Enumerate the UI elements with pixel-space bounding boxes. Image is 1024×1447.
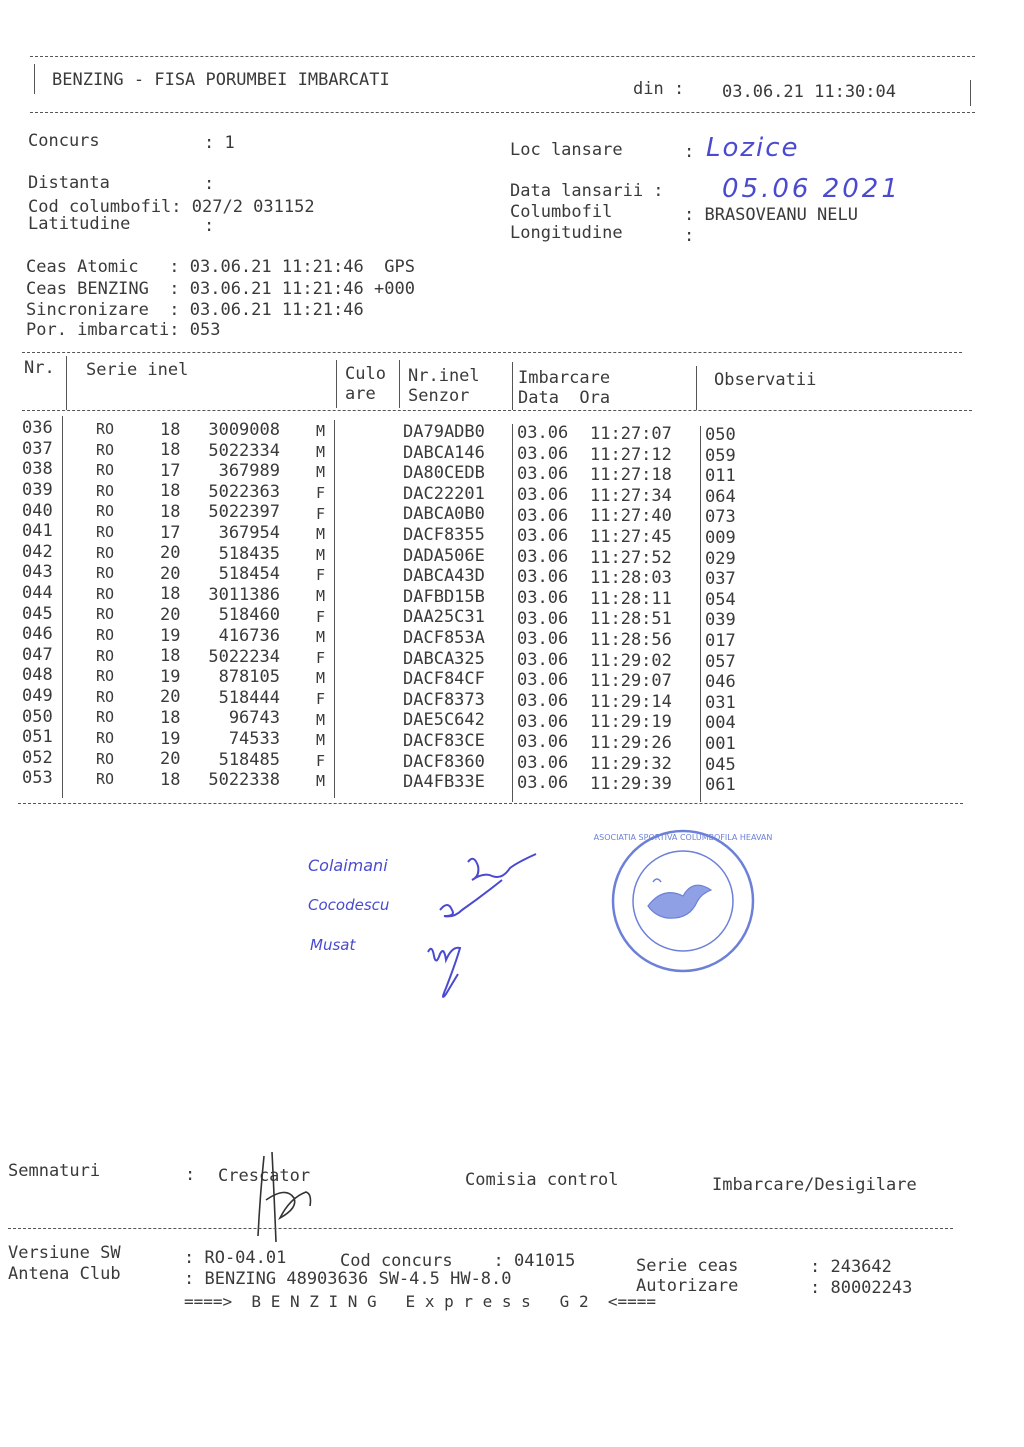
cell-nr: 040	[22, 500, 53, 521]
cell-an: 18	[160, 769, 181, 790]
cell-observatii: 073	[705, 507, 736, 528]
cell-serie: 5022338	[208, 770, 280, 791]
cell-serie: 518454	[218, 564, 280, 585]
cell-senzor: DABCA146	[403, 442, 485, 463]
th-serie-inel: Serie inel	[86, 360, 189, 380]
cell-tara: RO	[96, 502, 115, 521]
loc-value-handwritten: Lozice	[706, 133, 800, 163]
cell-nr: 044	[22, 583, 53, 604]
cell-nr: 052	[22, 747, 53, 768]
cell-sex: M	[316, 731, 326, 750]
cell-tara: RO	[96, 687, 115, 706]
cell-observatii: 045	[705, 754, 736, 775]
cell-serie: 518485	[218, 749, 280, 770]
cell-senzor: DACF853A	[403, 628, 485, 649]
comisia-control-label: Comisia control	[465, 1170, 619, 1190]
cell-nr: 043	[22, 562, 53, 583]
cell-data: 03.06	[517, 443, 569, 464]
cell-serie: 367954	[218, 522, 280, 543]
serie-ceas-label: Serie ceas	[636, 1256, 739, 1276]
concurs-label: Concurs	[28, 131, 100, 151]
cell-serie: 5022363	[208, 481, 280, 502]
cell-data: 03.06	[517, 773, 569, 794]
th-culoare-1: Culo	[345, 364, 386, 384]
cell-sex: F	[316, 504, 326, 523]
latitudine-label: Latitudine	[28, 214, 131, 234]
cell-nr: 041	[22, 521, 53, 542]
columbofil-value: : BRASOVEANU NELU	[684, 205, 858, 225]
cell-senzor: DADA506E	[403, 545, 485, 566]
col-divider-nr	[66, 356, 67, 410]
cell-an: 18	[160, 646, 181, 667]
serie-ceas-value: : 243642	[810, 1257, 892, 1277]
versiune-sw-value: : RO-04.01	[184, 1248, 287, 1268]
cell-senzor: DABCA43D	[403, 566, 485, 587]
cell-ora: 11:27:40	[590, 506, 672, 527]
cell-senzor: DAC22201	[403, 483, 485, 504]
cell-ora: 11:27:12	[590, 444, 672, 465]
data-lansarii-label: Data lansarii :	[510, 181, 664, 201]
cell-ora: 11:28:11	[590, 588, 672, 609]
cell-an: 17	[160, 522, 181, 543]
din-value: 03.06.21 11:30:04	[722, 82, 896, 102]
cell-observatii: 050	[705, 425, 736, 446]
cell-an: 20	[160, 543, 181, 564]
cell-data: 03.06	[517, 484, 569, 505]
cell-observatii: 009	[705, 528, 736, 549]
cell-tara: RO	[96, 461, 115, 480]
cell-ora: 11:27:45	[590, 526, 672, 547]
cell-sex: F	[316, 566, 326, 585]
cell-sex: M	[316, 463, 326, 482]
concurs-value: : 1	[204, 133, 235, 153]
signature-name-2: Cocodescu	[308, 896, 390, 914]
cell-ora: 11:27:18	[590, 465, 672, 486]
cell-ora: 11:28:51	[590, 609, 672, 630]
cell-tara: RO	[96, 646, 115, 665]
cell-nr: 046	[22, 624, 53, 645]
signature-name-3: Musat	[310, 936, 356, 954]
cell-sex: M	[316, 442, 326, 461]
cell-serie: 5022397	[208, 502, 280, 523]
cell-observatii: 029	[705, 548, 736, 569]
cell-tara: RO	[96, 481, 115, 500]
cell-serie: 3011386	[208, 584, 280, 605]
cell-serie: 3009008	[208, 419, 280, 440]
cell-tara: RO	[96, 543, 115, 562]
cell-observatii: 059	[705, 445, 736, 466]
cell-observatii: 037	[705, 569, 736, 590]
cell-senzor: DACF83CE	[403, 731, 485, 752]
cell-data: 03.06	[517, 608, 569, 629]
table-header-rule	[22, 410, 972, 411]
cell-data: 03.06	[517, 587, 569, 608]
cell-an: 19	[160, 728, 181, 749]
cell-tara: RO	[96, 440, 115, 459]
crescator-signature	[250, 1148, 330, 1248]
cell-an: 18	[160, 481, 181, 502]
longitudine-label: Longitudine	[510, 223, 623, 243]
document-title: BENZING - FISA PORUMBEI IMBARCATI	[52, 70, 390, 90]
cell-data: 03.06	[517, 711, 569, 732]
cell-serie: 367989	[218, 461, 280, 482]
cell-ora: 11:28:03	[590, 568, 672, 589]
cell-observatii: 017	[705, 631, 736, 652]
cell-nr: 047	[22, 644, 53, 665]
cell-observatii: 031	[705, 692, 736, 713]
cell-data: 03.06	[517, 629, 569, 650]
cell-nr: 038	[22, 459, 53, 480]
cell-nr: 051	[22, 727, 53, 748]
cell-an: 18	[160, 584, 181, 605]
cell-observatii: 039	[705, 610, 736, 631]
cell-senzor: DABCA0B0	[403, 504, 485, 525]
footer-rule	[8, 1228, 953, 1229]
cell-an: 18	[160, 419, 181, 440]
sincronizare: Sincronizare : 03.06.21 11:21:46	[26, 300, 364, 320]
cell-tara: RO	[96, 522, 115, 541]
cell-an: 18	[160, 440, 181, 461]
cell-data: 03.06	[517, 423, 569, 444]
th-nr-inel: Nr.inel	[408, 366, 480, 386]
cell-nr: 045	[22, 603, 53, 624]
cell-data: 03.06	[517, 546, 569, 567]
cell-tara: RO	[96, 749, 115, 768]
distanta-label: Distanta	[28, 173, 110, 193]
cell-ora: 11:27:07	[590, 423, 672, 444]
body-divider-culoare	[334, 420, 335, 798]
cod-concurs: Cod concurs : 041015	[340, 1251, 576, 1271]
cell-senzor: DABCA325	[403, 648, 485, 669]
cell-sex: M	[316, 586, 326, 605]
cell-serie: 518435	[218, 543, 280, 564]
th-senzor: Senzor	[408, 386, 470, 406]
col-divider-imbarcare	[512, 362, 513, 410]
col-divider-culoare	[336, 360, 337, 408]
cell-data: 03.06	[517, 505, 569, 526]
cell-sex: M	[316, 710, 326, 729]
cell-senzor: DA79ADB0	[403, 422, 485, 443]
loc-colon: :	[684, 142, 695, 162]
cell-data: 03.06	[517, 752, 569, 773]
cell-an: 20	[160, 749, 181, 770]
semnaturi-label: Semnaturi	[8, 1161, 101, 1181]
handwritten-signatures	[420, 840, 580, 1000]
autorizare-label: Autorizare	[636, 1276, 739, 1296]
cell-tara: RO	[96, 770, 115, 789]
cell-an: 19	[160, 666, 181, 687]
autorizare-value: : 80002243	[810, 1278, 913, 1298]
cell-ora: 11:29:02	[590, 650, 672, 671]
cell-senzor: DAFBD15B	[403, 586, 485, 607]
cell-nr: 042	[22, 541, 53, 562]
cell-sex: F	[316, 751, 326, 770]
cell-tara: RO	[96, 584, 115, 603]
cell-sex: F	[316, 607, 326, 626]
cell-sex: M	[316, 525, 326, 544]
cell-serie: 96743	[228, 708, 280, 729]
cell-senzor: DACF8355	[403, 525, 485, 546]
cell-serie: 5022234	[208, 646, 280, 667]
body-divider-imbarcare	[512, 424, 513, 802]
antena-club-label: Antena Club	[8, 1264, 121, 1284]
cell-sex: M	[316, 669, 326, 688]
cell-nr: 048	[22, 665, 53, 686]
columbofil-label: Columbofil	[510, 202, 613, 222]
cell-an: 18	[160, 708, 181, 728]
cell-an: 20	[160, 605, 181, 625]
cell-tara: RO	[96, 667, 115, 686]
cell-ora: 11:29:39	[590, 774, 672, 795]
benzing-express-banner: ====> B E N Z I N G E x p r e s s G 2 <====	[184, 1292, 657, 1311]
th-nr: Nr.	[24, 358, 55, 378]
cell-sex: F	[316, 648, 326, 667]
cell-ora: 11:27:34	[590, 485, 672, 506]
table-bottom-rule	[18, 803, 963, 804]
cell-serie: 5022334	[208, 440, 280, 461]
cell-data: 03.06	[517, 732, 569, 753]
cell-an: 20	[160, 687, 181, 708]
cell-senzor: DACF8360	[403, 751, 485, 772]
cell-tara: RO	[96, 605, 115, 624]
body-divider-nr	[62, 416, 63, 798]
cell-an: 20	[160, 563, 181, 584]
cell-observatii: 061	[705, 775, 736, 796]
stamp-text: ASOCIATIA SPORTIVA COLUMBOFILA HEAVAN	[593, 833, 773, 842]
cell-data: 03.06	[517, 526, 569, 547]
cell-sex: M	[316, 772, 326, 791]
header-bottom-rule	[30, 112, 975, 113]
cell-sex: F	[316, 689, 326, 708]
cod-columbofil: Cod columbofil: 027/2 031152	[28, 197, 315, 217]
col-divider-senzor	[399, 360, 400, 408]
header-right-border	[970, 80, 971, 106]
cell-serie: 74533	[228, 728, 280, 749]
header-top-rule	[30, 56, 975, 57]
ceas-benzing: Ceas BENZING : 03.06.21 11:21:46 +000	[26, 279, 415, 299]
cell-sex: M	[316, 628, 326, 647]
semnaturi-colon: :	[185, 1165, 196, 1185]
th-culoare-2: are	[345, 384, 376, 404]
cell-senzor: DACF84CF	[403, 669, 485, 690]
cell-tara: RO	[96, 708, 115, 727]
cell-senzor: DA80CEDB	[403, 463, 485, 484]
cell-observatii: 046	[705, 672, 736, 693]
cell-nr: 036	[22, 418, 53, 439]
cell-observatii: 004	[705, 713, 736, 734]
crescator-label: Crescator	[218, 1166, 311, 1186]
cell-ora: 11:28:56	[590, 629, 672, 650]
cell-tara: RO	[96, 625, 115, 644]
cell-serie: 518460	[218, 605, 280, 626]
cell-tara: RO	[96, 564, 115, 583]
cell-senzor: DACF8373	[403, 689, 485, 710]
cell-sex: M	[316, 545, 326, 564]
cell-ora: 11:29:14	[590, 691, 672, 712]
cell-ora: 11:27:52	[590, 547, 672, 568]
data-lansarii-handwritten: 05.06 2021	[722, 174, 901, 204]
th-data-ora: Data Ora	[518, 388, 611, 408]
antena-club-value: : BENZING 48903636 SW-4.5 HW-8.0	[184, 1269, 512, 1289]
table-top-rule	[22, 352, 962, 353]
cell-nr: 037	[22, 438, 53, 459]
loc-label: Loc lansare	[510, 140, 623, 160]
cell-nr: 053	[22, 768, 53, 789]
cell-ora: 11:29:07	[590, 671, 672, 692]
cell-tara: RO	[96, 728, 115, 747]
cell-data: 03.06	[517, 690, 569, 711]
th-observatii: Observatii	[714, 370, 817, 390]
club-stamp	[593, 826, 773, 976]
versiune-sw-label: Versiune SW	[8, 1243, 121, 1263]
header-left-border	[34, 64, 35, 94]
cell-senzor: DA4FB33E	[403, 772, 485, 793]
imbarcare-desigilare-label: Imbarcare/Desigilare	[712, 1175, 917, 1195]
cell-nr: 039	[22, 480, 53, 501]
cell-sex: F	[316, 483, 326, 502]
cell-observatii: 054	[705, 589, 736, 610]
cell-an: 19	[160, 625, 181, 646]
cell-nr: 049	[22, 686, 53, 707]
cell-tara: RO	[96, 419, 115, 438]
cell-ora: 11:29:32	[590, 753, 672, 774]
th-imbarcare: Imbarcare	[518, 368, 611, 388]
cell-an: 18	[160, 502, 181, 522]
cell-serie: 416736	[218, 625, 280, 646]
cell-observatii: 057	[705, 651, 736, 672]
cell-an: 17	[160, 460, 181, 481]
cell-data: 03.06	[517, 670, 569, 691]
cell-serie: 878105	[218, 667, 280, 688]
ceas-atomic: Ceas Atomic : 03.06.21 11:21:46 GPS	[26, 257, 415, 277]
cell-observatii: 011	[705, 466, 736, 487]
cell-senzor: DAE5C642	[403, 710, 485, 731]
cell-sex: M	[316, 422, 326, 441]
cell-data: 03.06	[517, 567, 569, 588]
signature-name-1: Colaimani	[308, 856, 388, 875]
latitudine-value: :	[204, 216, 215, 236]
longitudine-value: :	[684, 226, 695, 246]
cell-data: 03.06	[517, 649, 569, 670]
col-divider-observatii	[696, 366, 697, 410]
cell-nr: 050	[22, 706, 53, 727]
cell-data: 03.06	[517, 464, 569, 485]
distanta-value: :	[204, 174, 215, 194]
cell-senzor: DAA25C31	[403, 607, 485, 628]
porumbei-imbarcati: Por. imbarcati: 053	[26, 320, 221, 340]
cell-observatii: 001	[705, 734, 736, 755]
cell-ora: 11:29:26	[590, 732, 672, 753]
cell-serie: 518444	[218, 687, 280, 708]
cell-ora: 11:29:19	[590, 712, 672, 733]
cell-observatii: 064	[705, 486, 736, 507]
body-divider-observatii	[700, 426, 701, 802]
din-label: din :	[633, 79, 685, 99]
